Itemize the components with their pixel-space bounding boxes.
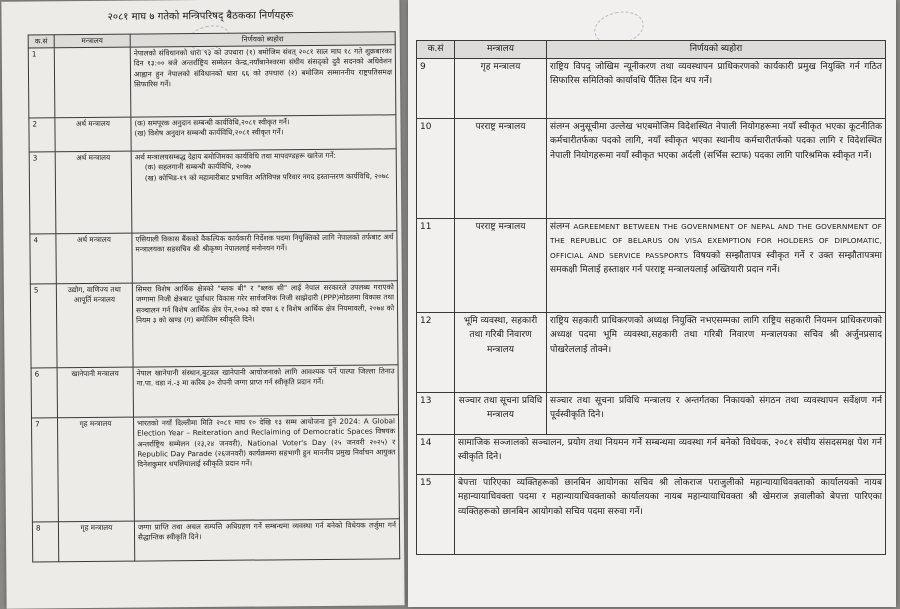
row-decision: राष्ट्रिय सहकारी प्राधिकरणको अध्यक्ष नियुक्ति नभएसम्मका लागि राष्ट्रिय सहकारी नियमन प्राधिकरणको अध्यक्ष पदमा भूमि व्यवस्था,सहकारी तथा गरिबी निवारण मन्त्रालयका सचिव श्री अर्जुनप्रसाद पोखरेललाई तोक्ने। [547, 312, 886, 392]
row-serial: 7 [31, 418, 58, 522]
table-row [29, 149, 397, 234]
row-ministry: सञ्चार तथा सूचना प्रविधि मन्त्रालय [455, 392, 547, 434]
header-decision: निर्णयको ब्यहोरा [547, 41, 886, 59]
row-serial: 6 [31, 368, 57, 418]
row-serial: 11 [417, 218, 455, 312]
row-decision: सञ्चार तथा सूचना प्रविधि मन्त्रालय र अन्तर्गतका निकायको संगठन तथा व्यवस्थापन सर्वेक्षण गर्न पूर्वस्वीकृति दिने। [547, 392, 886, 434]
row-decision: संलग्न अनुसूचीमा उल्लेख भएबमोजिम विदेशस्थित नेपाली नियोगहरूमा नयाँ स्वीकृत भएका कूटनीतिक कर्मचारीतर्फका पदको लागि, नयाँ स्वीकृत भएका स्थानीय कर्मचारीतर्फको पदका लागि र विदेशस्थित नेपाली नियोगहरूमा नयाँ स्वीकृत भएका अर्दली (सर्भिस स्टाफ) पदका लागि पारिश्रमिक स्वीकृत गर्ने। [547, 118, 886, 218]
row-ministry: गृह मन्त्रालय [455, 58, 547, 118]
row-serial: 10 [417, 118, 455, 218]
header-ministry: मन्त्रालय [455, 41, 547, 59]
row-decision: सामाजिक सञ्जालको सञ्चालन, प्रयोग तथा नियमन गर्ने सम्बन्धमा व्यवस्था गर्न बनेको विधेयक, २०८१ संघीय संसदसमक्ष पेश गर्न स्वीकृति दिने। [455, 434, 886, 474]
row-ministry: उद्योग, वाणिज्य तथा आपूर्ति मन्त्रालय [56, 283, 133, 368]
row-decision: (क) समपूरक अनुदान सम्बन्धी कार्यविधि,२०८१ स्वीकृत गर्ने। [134, 117, 290, 128]
page-title: २०८१ माघ ७ गतेको मन्त्रिपरिषद् बैठकका निर्णयहरू [107, 10, 294, 23]
row-serial: 5 [30, 284, 57, 368]
left-document-page [1, 0, 404, 609]
row-ministry: परराष्ट्र मन्त्रालय [455, 218, 547, 312]
row-decision-item: (क) सहलगानी सम्बन्धी कार्यविधि, २०७७ [144, 161, 251, 172]
header-serial: क.सं [28, 35, 54, 48]
row-serial: 13 [417, 392, 455, 434]
table-row [417, 218, 886, 312]
row-decision: विषयको सम्झौतापत्र स्वीकृत गर्ने र उक्त सम्झौतापत्रमा समकक्षी मिलाई हस्ताक्षर गर्न परराष्ट्र मन्त्रालयलाई अख्तियारी प्रदान गर्ने। [550, 250, 882, 276]
table-row [31, 365, 398, 418]
row-decision: बेपत्ता पारिएका व्यक्तिहरूको छानबिन आयोगका सचिव श्री लोकराज पराजुलीको महान्यायाधिवक्ताको कार्यालयको नायब महान्यायाधिवक्ता पदमा र महान्यायाधिवक्ताको कार्यालयका नायब महान्यायाधिवक्ता श्री खेमराज ज्ञवालीको बेपत्ता पारिएका व्यक्तिहरूको छानबिन आयोगको सचिव पदमा सरुवा गर्ने। [455, 474, 886, 554]
row-serial: 15 [417, 474, 455, 554]
row-serial: 2 [29, 118, 55, 152]
table-row [417, 58, 886, 118]
decisions-table-left [28, 31, 401, 562]
row-decision-item: (ख) विशेष अनुदान सम्बन्धी कार्यविधि,२०८१ स्वीकृत गर्ने। [134, 127, 284, 138]
row-decision: संलग्न [550, 221, 570, 232]
row-ministry: अर्थ मन्त्रालय [55, 117, 131, 152]
header-serial: क.सं [417, 41, 455, 59]
row-ministry: गृह मन्त्रालय [58, 521, 134, 562]
row-ministry: गृह मन्त्रालय [57, 417, 134, 522]
row-ministry: खानेपानी मन्त्रालय [57, 367, 133, 418]
row-decision: सिमरा विशेष आर्थिक क्षेत्रको "ब्लक बी" र "ब्लक सी" लाई नेपाल सरकारले उपलब्ध गराएको जग्गामा निजी क्षेत्रबाट पूर्वाधार विकास गरेर सार्वजनिक निजी साझेदारी (PPP)मोडलमा विकास तथा सञ्चालन गर्न विशेष आर्थिक क्षेत्र ऐन,२०७३ को दफा ६ र विशेष आर्थिक क्षेत्र नियमावली, २०७४ को नियम ३ को खण्ड (ग) बमोजिम स्वीकृति दिने। [132, 281, 398, 367]
table-row [417, 434, 886, 474]
row-ministry: भूमि व्यवस्था, सहकारी तथा गरिबी निवारण मन्त्रालय [455, 312, 547, 392]
row-serial: 8 [32, 522, 58, 562]
row-decision: एसियाली विकास बैंकको वैकल्पिक कार्यकारी निर्देशक पदमा नियुक्तिको लागि नेपालको तर्फबाट अर्थ मन्त्रालयका सहसचिव श्री श्रीकृष्ण नेपाललाई मनोनयन गर्ने। [132, 231, 397, 283]
table-row [29, 115, 396, 152]
table-header-row [417, 41, 886, 59]
row-serial: 4 [30, 234, 56, 284]
row-serial: 12 [417, 312, 455, 392]
row-ministry: परराष्ट्र मन्त्रालय [455, 118, 547, 218]
row-ministry [54, 47, 131, 118]
row-decision-item: (ख) कोभिड-१९ को महामारीबाट प्रभावित अतिविपन्न परिवार नगद हस्तान्तरण कार्यविधि, २०७८ [144, 170, 390, 183]
table-row [32, 519, 399, 562]
row-decision: अर्थ मन्त्रालयसम्बद्ध देहाय बमोजिमका कार्यविधि तथा मापदण्डहरू खारेज गर्ने: [134, 151, 336, 162]
row-decision-cell [131, 115, 396, 151]
row-serial: 3 [29, 152, 56, 234]
table-row [417, 474, 886, 554]
row-decision-cell [131, 149, 397, 233]
row-decision: भारतको नयाँ दिल्लीमा मिति २०८१ माघ १० देखि १३ सम्म आयोजना हुने 2024: A Global Election Year – Reiteration and Reclaiming of Democratic Spaces विषयक अन्तर्राष्ट्रिय सम्मेलन (२३,२४ जनवरी), National Voter's Day (२५ जनवरी २०२५) र Republic Day Parade (२६जनवरी) कार्यक्रममा सहभागी हुन माननीय प्रमुख निर्वाचन आयुक्त दिनेशकुमार थपलियालाई स्वीकृति प्रदान गर्ने। [133, 415, 399, 521]
agreement-title: AGREEMENT BETWEEN THE GOVERNMENT OF NEPAL AND THE GOVERNMENT OF THE REPUBLIC OF BELARUS ON VISA EXEMPTION FOR HOLDERS OF DIPLOMATIC, OFFICIAL AND SERVICE PASSPORTS [550, 221, 882, 260]
right-document-page [408, 0, 896, 607]
table-row [417, 118, 886, 218]
table-row [417, 392, 886, 434]
table-row [28, 45, 396, 118]
table-row [417, 312, 886, 392]
table-row [30, 281, 398, 368]
row-ministry: अर्थ मन्त्रालय [56, 233, 132, 284]
row-decision-cell [547, 218, 886, 312]
row-decision: नेपाल खानेपानी संस्थान,बुटवल खानेपानी आयोजनाको लागि आवश्यक पर्ने पाल्पा जिल्ला तिनाउ गा.पा. वडा नं.-३ मा करिब ३० रोपनी जग्गा प्राप्त गर्न स्वीकृति प्रदान गर्ने। [133, 365, 398, 417]
decisions-table-right [416, 40, 886, 555]
row-ministry: अर्थ मन्त्रालय [55, 151, 132, 234]
row-serial: 9 [417, 58, 455, 118]
row-decision: राष्ट्रिय विपद् जोखिम न्यूनीकरण तथा व्यवस्थापन प्राधिकरणको कार्यकारी प्रमुख नियुक्ति गर्न गठित सिफारिस समितिको कार्यावधि पैंतिस दिन थप गर्ने। [547, 58, 886, 118]
row-decision: जग्गा प्राप्ति तथा अचल सम्पत्ति अधिग्रहण गर्ने सम्बन्धमा व्यवस्था गर्न बनेको विधेयक तर्जुमा गर्न सैद्धान्तिक स्वीकृति दिने। [134, 519, 399, 561]
header-decision: निर्णयको ब्यहोरा [130, 32, 395, 48]
table-row [30, 231, 397, 284]
header-ministry: मन्त्रालय [54, 34, 130, 48]
table-row [31, 415, 399, 522]
row-decision: नेपालको संविधानको धारा ९३ को उपधारा (१) बमोजिम संवत् २०८१ साल माघ १८ गते शुक्रबारका दिन १३:०० बजे अन्तर्राष्ट्रिय सम्मेलन केन्द्र,नयाँबानेश्वरमा संघीय संसद्को दुवै सदनको अधिवेशन आह्वान हुन नेपालको संविधानको धारा ६६ को उपधारा (२) बमोजिम सम्माननीय राष्ट्रपतिसमक्ष सिफारिस गर्ने। [130, 45, 396, 117]
row-serial: 1 [28, 48, 55, 118]
row-serial: 14 [417, 434, 455, 474]
